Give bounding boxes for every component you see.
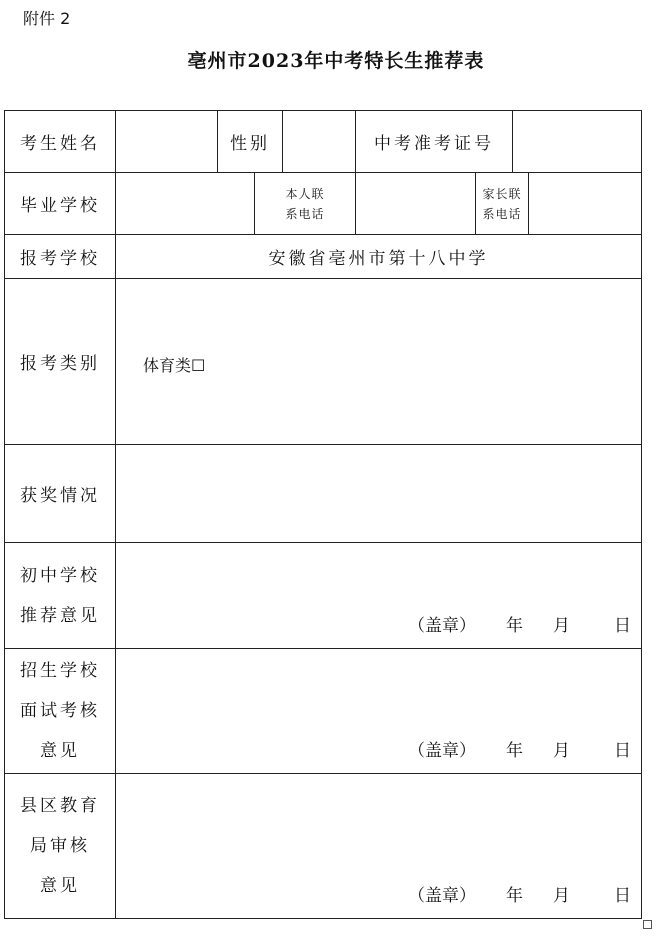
admission-interview-label <box>5 649 116 774</box>
year-text: 年 <box>506 886 524 906</box>
seal-date-line <box>408 881 631 906</box>
county-bureau-review-label <box>5 774 116 919</box>
day-text: 日 <box>614 886 632 906</box>
admission-label-line1: 招生学校 <box>20 661 100 681</box>
exam-id-label: 中考准考证号 <box>356 111 513 173</box>
county-label-line1: 县区教育 <box>20 796 100 816</box>
junior-school-label-line2: 推荐意见 <box>20 605 100 626</box>
category-label: 报考类别 <box>5 279 116 445</box>
parent-phone-label-line2: 系电话 <box>482 206 522 221</box>
self-phone-label-line1: 本人联 <box>285 186 325 201</box>
admission-opinion-cell[interactable] <box>116 649 642 774</box>
parent-phone-label <box>476 173 529 235</box>
year-text: 年 <box>506 741 524 761</box>
sports-category-checkbox[interactable]: 体育类☐ <box>143 356 206 375</box>
day-text: 日 <box>614 616 632 636</box>
month-text: 月 <box>553 886 571 906</box>
day-text: 日 <box>614 741 632 761</box>
seal-text: （盖章） <box>408 616 477 636</box>
junior-school-recommendation-label <box>5 543 116 649</box>
awards-input-cell[interactable] <box>116 445 642 543</box>
admission-label-line3: 意见 <box>40 741 80 761</box>
year-text: 年 <box>506 616 524 636</box>
parent-phone-label-line1: 家长联 <box>482 186 522 201</box>
category-cell <box>116 279 642 445</box>
month-text: 月 <box>553 616 571 636</box>
gender-input-cell[interactable] <box>283 111 356 173</box>
apply-school-value: 安徽省亳州市第十八中学 <box>116 235 642 279</box>
county-label-line2: 局审核 <box>30 836 90 856</box>
admission-label-line2: 面试考核 <box>20 701 100 721</box>
parent-phone-input-cell[interactable] <box>529 173 642 235</box>
recommendation-form-table <box>4 110 642 919</box>
county-label-line3: 意见 <box>40 876 80 896</box>
apply-school-label: 报考学校 <box>5 235 116 279</box>
seal-text: （盖章） <box>408 741 477 761</box>
name-label: 考生姓名 <box>5 111 116 173</box>
awards-label: 获奖情况 <box>5 445 116 543</box>
seal-date-line <box>408 611 631 636</box>
exam-id-input-cell[interactable] <box>513 111 642 173</box>
gender-label: 性别 <box>218 111 283 173</box>
junior-school-opinion-cell[interactable] <box>116 543 642 649</box>
school-input-cell[interactable] <box>116 173 255 235</box>
month-text: 月 <box>553 741 571 761</box>
seal-date-line <box>408 736 631 761</box>
page-title: 亳州市2023年中考特长生推荐表 <box>187 50 485 72</box>
self-phone-label <box>255 173 356 235</box>
table-resize-handle[interactable] <box>643 920 652 929</box>
junior-school-label-line1: 初中学校 <box>20 565 100 586</box>
attachment-label: 附件 2 <box>23 9 71 28</box>
school-label: 毕业学校 <box>5 173 116 235</box>
self-phone-input-cell[interactable] <box>356 173 476 235</box>
self-phone-label-line2: 系电话 <box>285 206 325 221</box>
county-bureau-opinion-cell[interactable] <box>116 774 642 919</box>
name-input-cell[interactable] <box>116 111 218 173</box>
seal-text: （盖章） <box>408 886 477 906</box>
